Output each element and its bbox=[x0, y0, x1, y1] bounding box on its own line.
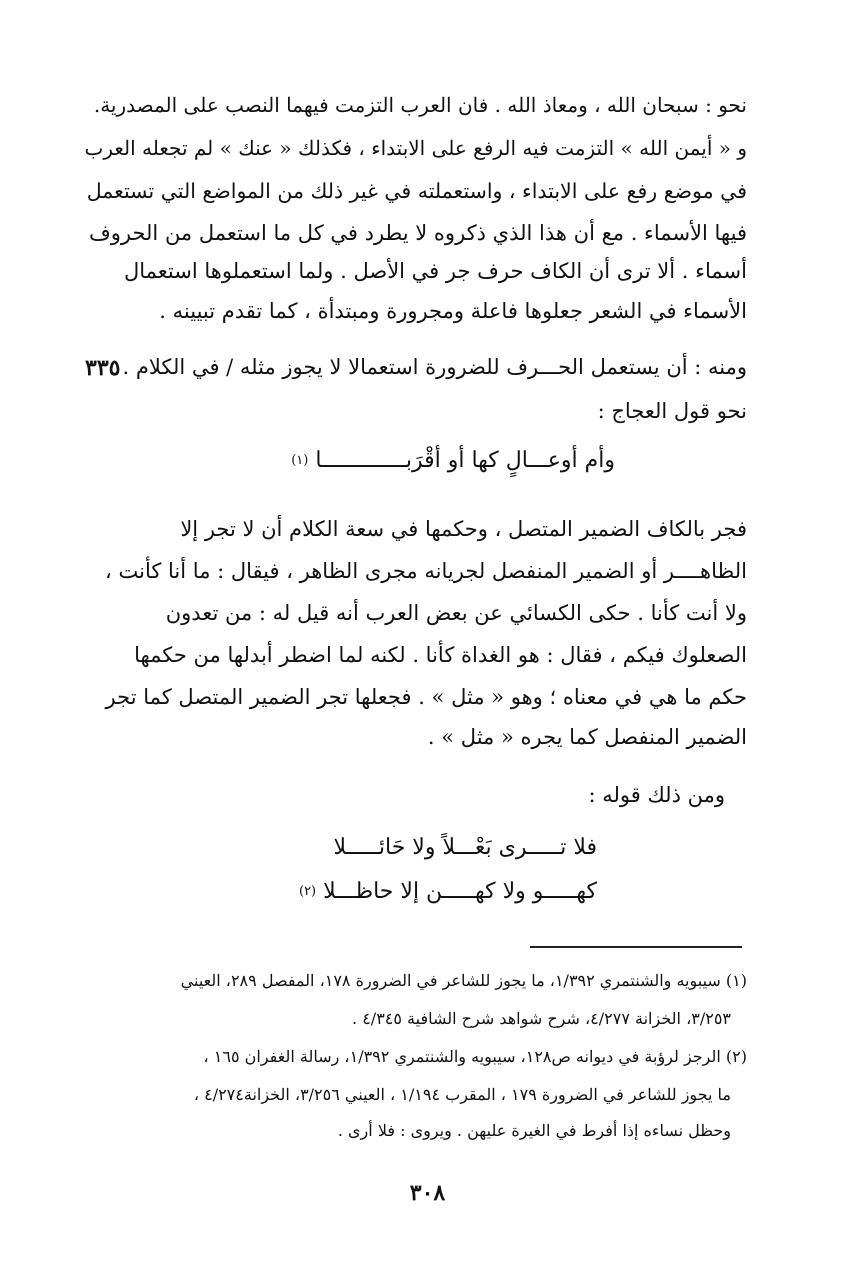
footnote-2-line-1: (٢) الرجز لرؤبة في ديوانه ص١٢٨، سيبويه والشنتمري ١/٣٩٢، رسالة الغفران ١٦٥ ، bbox=[203, 1047, 747, 1066]
paragraph-1-line-6: الأسماء في الشعر جعلوها فاعلة ومجرورة ومبتدأة ، كما تقدم تبيينه . bbox=[159, 299, 747, 323]
footnote-1-line-1: (١) سيبويه والشنتمري ١/٣٩٢، ما يجوز للشاعر في الضرورة ١٧٨، المفصل ٢٨٩، العيني bbox=[180, 971, 747, 990]
page-number: ٣٠٨ bbox=[409, 1180, 446, 1206]
paragraph-1-line-4: فيها الأسماء . مع أن هذا الذي ذكروه لا يطرد في كل ما استعمل من الحروف bbox=[88, 221, 747, 245]
verse-2-line-1: فلا تـــــرى بَعْـــلاً ولا حَائـــــلا bbox=[333, 835, 597, 860]
verse-1 bbox=[291, 447, 615, 475]
verse-2-line-2 bbox=[299, 878, 597, 906]
footnote-2-line-2: ما يجوز للشاعر في الضرورة ١٧٩ ، المقرب ١/١٩٤ ، العيني ٣/٢٥٦، الخزانة٤/٢٧٤ ، bbox=[193, 1085, 731, 1104]
paragraph-2-line-4: الصعلوك فيكم ، فقال : هو الغداة كأنا . لكنه لما اضطر أبدلها من حكمها bbox=[134, 643, 747, 667]
verse-1-text: وأم أوعـــالٍ كها أو أقْرَبـــــــــــــا bbox=[315, 448, 615, 473]
footnote-1-line-2: ٣/٢٥٣، الخزانة ٤/٢٧٧، شرح شواهد شرح الشافية ٤/٣٤٥ . bbox=[352, 1009, 731, 1028]
paragraph-1-line-2: و « أيمن الله » التزمت فيه الرفع على الابتداء ، فكذلك « عنك » لم تجعله العرب bbox=[84, 136, 747, 160]
intro-line: نحو قول العجاج : bbox=[597, 399, 747, 423]
section-number: ٣٣٥ bbox=[85, 355, 121, 381]
footnote-ref-1: (١) bbox=[291, 453, 309, 468]
footnote-divider bbox=[530, 946, 742, 948]
intro-line-2: ومن ذلك قوله : bbox=[588, 783, 725, 807]
verse-2-line-2-text: كهـــــو ولا كهـــــن إلا حاظـــلا bbox=[323, 879, 597, 904]
paragraph-2-line-3: ولا أنت كأنا . حكى الكسائي عن بعض العرب أنه قيل له : من تعدون bbox=[165, 601, 747, 625]
section-line: ومنه : أن يستعمل الحـــرف للضرورة استعمالا لا يجوز مثله / في الكلام . bbox=[122, 355, 747, 379]
paragraph-2-line-5: حكم ما هي في معناه ؛ وهو « مثل » . فجعلها تجر الضمير المتصل كما تجر bbox=[105, 685, 747, 709]
paragraph-2-line-2: الظاهــــر أو الضمير المنفصل لجريانه مجرى الظاهر ، فيقال : ما أنا كأنت ، bbox=[105, 559, 747, 583]
paragraph-2-line-6: الضمير المنفصل كما يجره « مثل » . bbox=[427, 725, 747, 749]
paragraph-1-line-5: أسماء . ألا ترى أن الكاف حرف جر في الأصل . ولما استعملوها استعمال bbox=[124, 259, 747, 283]
footnote-2-line-3: وحظل نساءه إذا أفرط في الغيرة عليهن . ويروى : فلا أرى . bbox=[337, 1121, 731, 1140]
paragraph-1-line-3: في موضع رفع على الابتداء ، واستعملته في غير ذلك من المواضع التي تستعمل bbox=[86, 179, 747, 203]
paragraph-2-line-1: فجر بالكاف الضمير المتصل ، وحكمها في سعة الكلام أن لا تجر إلا bbox=[180, 517, 747, 541]
footnote-ref-2: (٢) bbox=[298, 884, 317, 899]
paragraph-1-line-1: نحو : سبحان الله ، ومعاذ الله . فان العرب التزمت فيهما النصب على المصدرية. bbox=[93, 93, 747, 117]
